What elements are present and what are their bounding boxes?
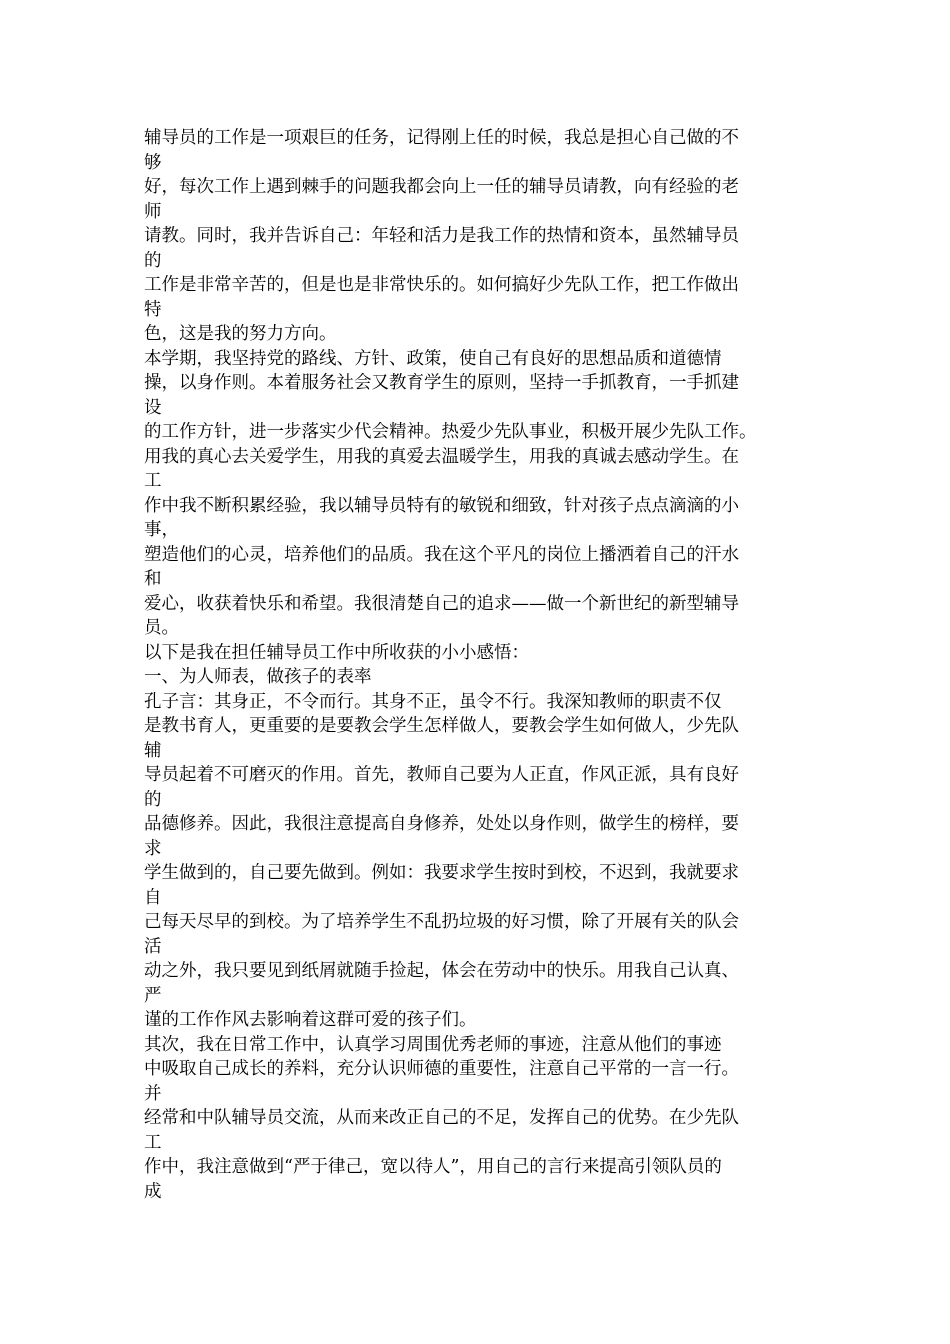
text-line: 辅 (144, 740, 162, 761)
text-line: 是教书育人，更重要的是要教会学生怎样做人，要教会学生如何做人，少先队 (144, 716, 739, 736)
text-line: 求 (144, 838, 162, 859)
text-line: 事， (144, 520, 179, 540)
text-line: 成 (144, 1181, 162, 1202)
text-line: 员。 (144, 618, 179, 638)
text-line: 中吸取自己成长的养料，充分认识师德的重要性，注意自己平常的一言一行。 (144, 1059, 739, 1079)
text-line: 活 (144, 936, 162, 957)
text-line: 作中，我注意做到“严于律己，宽以待人”，用自己的言行来提高引领队员的 (144, 1157, 722, 1177)
text-line: 的 (144, 250, 162, 271)
text-line: 其次，我在日常工作中，认真学习周围优秀老师的事迹，注意从他们的事迹 (144, 1034, 722, 1055)
document-body (144, 126, 824, 1204)
text-line: 动之外，我只要见到纸屑就随手捡起，体会在劳动中的快乐。用我自己认真、 (144, 961, 739, 981)
text-line: 己每天尽早的到校。为了培养学生不乱扔垃圾的好习惯，除了开展有关的队会 (144, 912, 739, 932)
text-line: 和 (144, 569, 162, 589)
text-line: 经常和中队辅导员交流，从而来改正自己的不足，发挥自己的优势。在少先队 (144, 1108, 739, 1128)
text-line: 并 (144, 1083, 162, 1104)
text-line: 自 (144, 887, 162, 908)
text-line: 谨的工作作风去影响着这群可爱的孩子们。 (144, 1010, 477, 1030)
text-line: 品德修养。因此，我很注意提高自身修养，处处以身作则，做学生的榜样，要 (144, 814, 739, 834)
text-line: 工作是非常辛苦的，但是也是非常快乐的。如何搞好少先队工作，把工作做出 (144, 275, 739, 295)
text-line: 孔子言：其身正，不令而行。其身不正，虽令不行。我深知教师的职责不仅 (144, 691, 722, 712)
text-line: 严 (144, 985, 162, 1006)
text-line: 塑造他们的心灵，培养他们的品质。我在这个平凡的岗位上播洒着自己的汗水 (144, 544, 739, 565)
text-line: 请教。同时，我并告诉自己：年轻和活力是我工作的热情和资本，虽然辅导员 (144, 226, 739, 246)
text-line: 工 (144, 471, 162, 491)
text-line: 设 (144, 397, 162, 418)
text-line: 够 (144, 152, 162, 173)
text-line: 导员起着不可磨灭的作用。首先，教师自己要为人正直，作风正派，具有良好 (144, 765, 739, 785)
text-line: 作中我不断积累经验，我以辅导员特有的敏锐和细致，针对孩子点点滴滴的小 (144, 495, 739, 516)
text-line: 操，以身作则。本着服务社会又教育学生的原则，坚持一手抓教育，一手抓建 (144, 373, 739, 393)
text-line: 工 (144, 1132, 162, 1153)
text-line: 本学期，我坚持党的路线、方针、政策，使自己有良好的思想品质和道德情 (144, 348, 722, 369)
text-line: 的工作方针，进一步落实少代会精神。热爱少先队事业，积极开展少先队工作。 (144, 422, 757, 442)
text-line: 以下是我在担任辅导员工作中所收获的小小感悟： (144, 642, 529, 663)
text-line: 一、为人师表，做孩子的表率 (144, 667, 372, 687)
text-line: 学生做到的，自己要先做到。例如：我要求学生按时到校，不迟到，我就要求 (144, 863, 739, 883)
text-line: 好，每次工作上遇到棘手的问题我都会向上一任的辅导员请教，向有经验的老 (144, 177, 739, 197)
text-line: 的 (144, 789, 162, 810)
text-line: 辅导员的工作是一项艰巨的任务，记得刚上任的时候，我总是担心自己做的不 (144, 128, 739, 148)
text-line: 色，这是我的努力方向。 (144, 324, 337, 344)
text-line: 师 (144, 201, 162, 222)
text-line: 用我的真心去关爱学生，用我的真爱去温暖学生，用我的真诚去感动学生。在 (144, 446, 739, 467)
text-line: 爱心，收获着快乐和希望。我很清楚自己的追求——做一个新世纪的新型辅导 (144, 593, 739, 614)
text-line: 特 (144, 299, 162, 320)
